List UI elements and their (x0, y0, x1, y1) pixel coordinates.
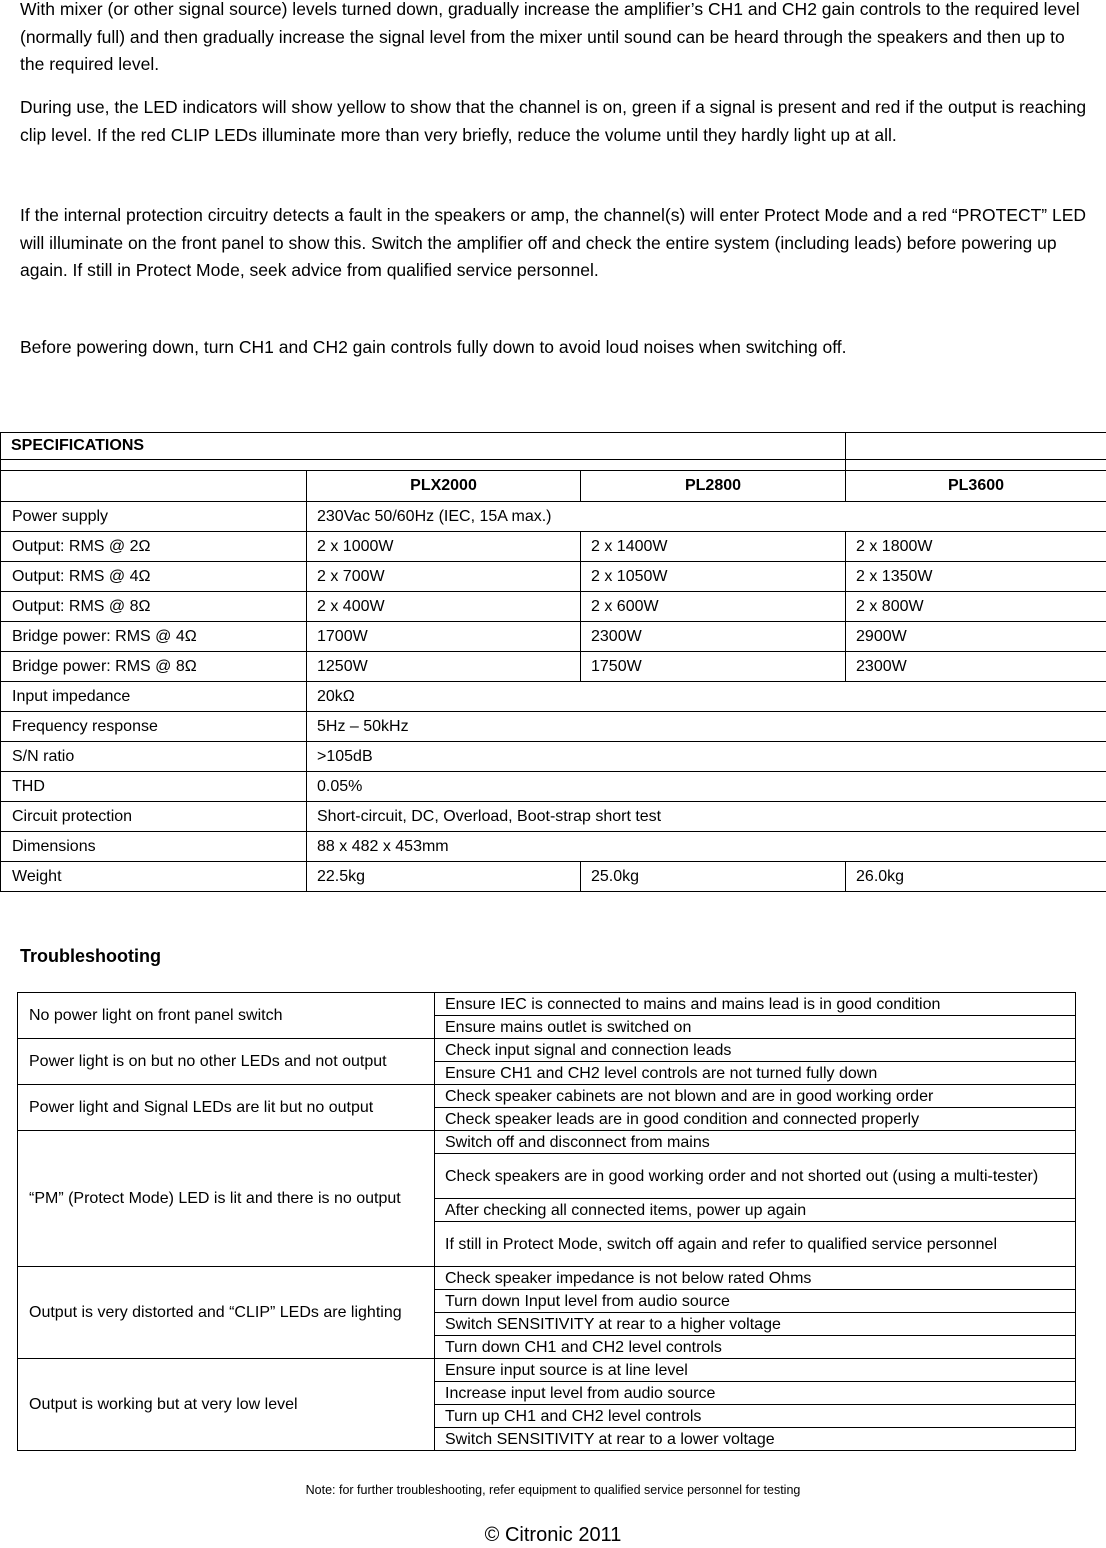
troubleshooting-action: Switch SENSITIVITY at rear to a lower voltage (435, 1428, 1076, 1451)
troubleshooting-action: If still in Protect Mode, switch off again and refer to qualified service personnel (435, 1222, 1076, 1267)
spec-value-common: >105dB (307, 742, 1106, 772)
troubleshooting-action: After checking all connected items, power up again (435, 1199, 1076, 1222)
spec-row (1, 862, 1106, 892)
spec-value-plx2000: 2 x 1000W (307, 532, 581, 562)
spec-value-pl2800: 2 x 1400W (581, 532, 846, 562)
spec-value-pl3600: 2 x 1800W (846, 532, 1106, 562)
spec-value-pl2800: 2 x 1050W (581, 562, 846, 592)
spec-row-label: Input impedance (1, 682, 307, 712)
troubleshooting-problem: Output is working but at very low level (18, 1359, 435, 1451)
spec-value-plx2000: 1700W (307, 622, 581, 652)
troubleshooting-problem: “PM” (Protect Mode) LED is lit and there is no output (18, 1131, 435, 1267)
troubleshooting-action: Ensure input source is at line level (435, 1359, 1076, 1382)
spec-row (1, 532, 1106, 562)
troubleshooting-action: Switch off and disconnect from mains (435, 1131, 1076, 1154)
troubleshooting-action: Check speaker leads are in good condition and connected properly (435, 1108, 1076, 1131)
spec-row (1, 772, 1106, 802)
model-header-plx2000: PLX2000 (307, 471, 581, 502)
spec-row-label: Bridge power: RMS @ 4Ω (1, 622, 307, 652)
spec-blank-cell (1, 460, 846, 471)
spec-title-empty-cell (846, 433, 1106, 460)
spec-row (1, 592, 1106, 622)
troubleshooting-action: Switch SENSITIVITY at rear to a higher voltage (435, 1313, 1076, 1336)
spec-row-label: Frequency response (1, 712, 307, 742)
model-header-pl2800: PL2800 (581, 471, 846, 502)
spec-value-pl3600: 26.0kg (846, 862, 1106, 892)
intro-paragraph-led-indicators: During use, the LED indicators will show yellow to show that the channel is on, green if a signal is present and red if the output is reaching clip level. If the red CLIP LEDs illuminate more than very briefly, reduce the volume until they hardly light up at all. (20, 94, 1090, 149)
spec-value-pl2800: 2 x 600W (581, 592, 846, 622)
spec-value-plx2000: 2 x 400W (307, 592, 581, 622)
troubleshooting-row (18, 1085, 1076, 1108)
spec-value-common: 5Hz – 50kHz (307, 712, 1106, 742)
troubleshooting-action: Turn down CH1 and CH2 level controls (435, 1336, 1076, 1359)
troubleshooting-row (18, 1359, 1076, 1382)
troubleshooting-problem: Output is very distorted and “CLIP” LEDs are lighting (18, 1267, 435, 1359)
spec-row (1, 712, 1106, 742)
model-header-pl3600: PL3600 (846, 471, 1106, 502)
troubleshooting-row (18, 993, 1076, 1016)
troubleshooting-problem: Power light is on but no other LEDs and not output (18, 1039, 435, 1085)
troubleshooting-action: Check speaker cabinets are not blown and are in good working order (435, 1085, 1076, 1108)
spec-row-label: Output: RMS @ 2Ω (1, 532, 307, 562)
spec-row (1, 742, 1106, 772)
specifications-table (0, 432, 1106, 892)
troubleshooting-action: Check speakers are in good working order and not shorted out (using a multi-tester) (435, 1154, 1076, 1199)
spec-row (1, 832, 1106, 862)
intro-paragraph-protect-mode: If the internal protection circuitry detects a fault in the speakers or amp, the channel(s) will enter Protect Mode and a red “PROTECT” LED will illuminate on the front panel to show this. Switch the amplifier off and check the entire system (including leads) before powering up again. If still in Protect Mode, seek advice from qualified service personnel. (20, 202, 1090, 285)
spec-value-pl3600: 2300W (846, 652, 1106, 682)
spec-value-pl2800: 2300W (581, 622, 846, 652)
spec-blank-cell (846, 460, 1106, 471)
spec-row-label: Output: RMS @ 8Ω (1, 592, 307, 622)
troubleshooting-table (17, 992, 1076, 1451)
spec-value-pl3600: 2900W (846, 622, 1106, 652)
spec-blank-row (1, 460, 1106, 471)
troubleshooting-action: Increase input level from audio source (435, 1382, 1076, 1405)
troubleshooting-action: Ensure CH1 and CH2 level controls are not turned fully down (435, 1062, 1076, 1085)
spec-model-header-row (1, 471, 1106, 502)
spec-value-pl3600: 2 x 800W (846, 592, 1106, 622)
spec-title: SPECIFICATIONS (1, 433, 846, 460)
spec-row (1, 802, 1106, 832)
troubleshooting-row (18, 1131, 1076, 1154)
troubleshooting-action: Check input signal and connection leads (435, 1039, 1076, 1062)
troubleshooting-row (18, 1039, 1076, 1062)
spec-value-common: 230Vac 50/60Hz (IEC, 15A max.) (307, 502, 1106, 532)
spec-row (1, 502, 1106, 532)
spec-row-label: Dimensions (1, 832, 307, 862)
spec-row (1, 562, 1106, 592)
copyright: © Citronic 2011 (0, 1522, 1106, 1548)
spec-value-plx2000: 22.5kg (307, 862, 581, 892)
troubleshooting-problem: No power light on front panel switch (18, 993, 435, 1039)
troubleshooting-action: Turn down Input level from audio source (435, 1290, 1076, 1313)
troubleshooting-action: Ensure mains outlet is switched on (435, 1016, 1076, 1039)
spec-corner-cell (1, 471, 307, 502)
troubleshooting-action: Turn up CH1 and CH2 level controls (435, 1405, 1076, 1428)
spec-row-label: Output: RMS @ 4Ω (1, 562, 307, 592)
troubleshooting-problem: Power light and Signal LEDs are lit but no output (18, 1085, 435, 1131)
spec-row-label: Power supply (1, 502, 307, 532)
spec-row (1, 652, 1106, 682)
footer-note: Note: for further troubleshooting, refer equipment to qualified service personnel for testing (0, 1482, 1106, 1498)
spec-value-common: 0.05% (307, 772, 1106, 802)
troubleshooting-action: Check speaker impedance is not below rated Ohms (435, 1267, 1076, 1290)
spec-row (1, 622, 1106, 652)
spec-value-plx2000: 2 x 700W (307, 562, 581, 592)
intro-paragraph-powering-down: Before powering down, turn CH1 and CH2 gain controls fully down to avoid loud noises when switching off. (20, 334, 1090, 362)
spec-value-common: 88 x 482 x 453mm (307, 832, 1106, 862)
spec-row-label: THD (1, 772, 307, 802)
troubleshooting-action: Ensure IEC is connected to mains and mains lead is in good condition (435, 993, 1076, 1016)
spec-value-pl2800: 25.0kg (581, 862, 846, 892)
spec-row (1, 682, 1106, 712)
troubleshooting-row (18, 1267, 1076, 1290)
spec-title-row (1, 433, 1106, 460)
spec-value-common: Short-circuit, DC, Overload, Boot-strap short test (307, 802, 1106, 832)
intro-paragraph-mixer-levels: With mixer (or other signal source) levels turned down, gradually increase the amplifier’s CH1 and CH2 gain controls to the required level (normally full) and then gradually increase the signal level from the mixer until sound can be heard through the speakers and then up to the required level. (20, 0, 1090, 79)
spec-value-plx2000: 1250W (307, 652, 581, 682)
spec-value-pl3600: 2 x 1350W (846, 562, 1106, 592)
spec-row-label: Circuit protection (1, 802, 307, 832)
spec-row-label: Weight (1, 862, 307, 892)
spec-value-pl2800: 1750W (581, 652, 846, 682)
spec-row-label: S/N ratio (1, 742, 307, 772)
spec-value-common: 20kΩ (307, 682, 1106, 712)
troubleshooting-title: Troubleshooting (20, 944, 161, 968)
spec-row-label: Bridge power: RMS @ 8Ω (1, 652, 307, 682)
